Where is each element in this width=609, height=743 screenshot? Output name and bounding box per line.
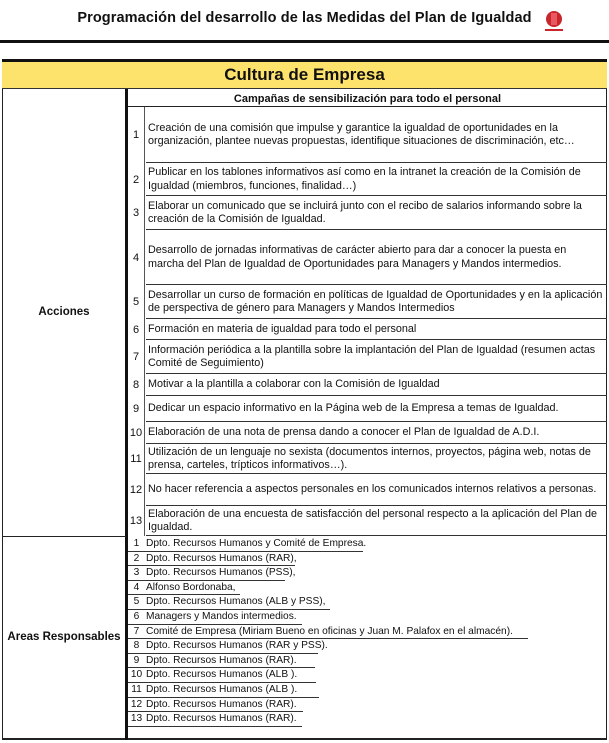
area-text: Dpto. Recursos Humanos (PSS), [146,567,296,579]
area-row [128,610,607,625]
accion-row [128,285,607,319]
area-number: 4 [133,581,140,593]
accion-number: 6 [128,319,145,340]
page-title: Programación del desarrollo de las Medidas del Plan de Igualdad [77,10,532,26]
area-text: Dpto. Recursos Humanos y Comité de Empresa. [146,538,367,549]
accion-text: Desarrollo de jornadas informativas de carácter abierto para dar a conocer la puesta en marcha del Plan de Igualdad de Oportunidades para Managers y Mandos intermedios. [148,244,567,270]
accion-number: 7 [128,340,145,374]
area-text: Comité de Empresa (Miriam Bueno en oficinas y Juan M. Palafox en el almacén). [146,625,513,637]
accion-row [128,444,607,474]
accion-text: Formación en materia de igualdad para todo el personal [148,322,417,335]
accion-number: 13 [128,506,145,536]
accion-text: Motivar a la plantilla a colaborar con la Comisión de Igualdad [148,378,440,391]
area-text: Dpto. Recursos Humanos (RAR). [146,698,297,710]
area-text: Dpto. Recursos Humanos (RAR), [146,552,297,564]
area-number: 6 [133,611,140,622]
accion-text: No hacer referencia a aspectos personales en los comunicados internos relativos a personas. [148,483,597,496]
accion-number: 12 [128,474,145,506]
acciones-label: Acciones [38,306,90,318]
area-number: 5 [133,596,140,608]
accion-row [128,422,607,444]
accion-row [128,319,607,340]
row-underline [128,726,302,727]
accion-row [128,396,607,422]
accion-number: 2 [128,163,145,196]
accion-text: Utilización de un lenguaje no sexista (documentos internos, proyectos, página web, notas de prensa, carteles, trípticos informativos…). [148,445,591,471]
company-logo-icon [542,9,566,34]
accion-number: 4 [128,230,145,285]
area-row [128,537,607,552]
area-number: 1 [133,538,140,549]
accion-number: 11 [128,444,145,474]
area-row [128,552,607,567]
section-divider [2,536,126,537]
accion-number: 8 [128,374,145,396]
accion-text: Dedicar un espacio informativo en la Página web de la Empresa a temas de Igualdad. [148,402,559,415]
area-row [128,566,607,581]
area-number: 11 [131,684,142,695]
areas-label: Areas Responsables [7,631,121,643]
area-row [128,581,607,596]
area-row [128,625,607,640]
accion-number: 9 [128,396,145,422]
area-row [128,698,607,713]
area-number: 10 [130,669,143,681]
area-text: Dpto. Recursos Humanos (ALB ). [146,669,298,681]
area-row [128,654,607,669]
area-number: 2 [133,552,140,564]
area-number: 12 [130,698,143,710]
section-banner: Cultura de Empresa [2,59,607,89]
area-number: 3 [133,567,140,579]
area-row [128,595,607,610]
accion-row [128,163,607,196]
area-row [128,668,607,683]
accion-text: Elaboración de una nota de prensa dando a conocer el Plan de Igualdad de A.D.I. [148,426,540,439]
area-text: Dpto. Recursos Humanos (RAR y PSS). [146,640,328,652]
accion-text: Elaborar un comunicado que se incluirá junto con el recibo de salarios informando sobre la creación de la Comisión de Igualdad. [148,199,582,225]
accion-row [128,196,607,230]
accion-text: Elaboración de una encuesta de satisfacción del personal respecto a la aplicación del Plan de Igualdad. [148,507,597,533]
accion-number: 5 [128,285,145,319]
acciones-subheader: Campañas de sensibilización para todo el personal [128,91,607,107]
area-row [128,639,607,654]
accion-row [128,230,607,285]
accion-row [128,506,607,536]
area-text: Managers y Mandos intermedios. [146,611,297,622]
accion-number: 1 [128,107,145,163]
accion-text: Creación de una comisión que impulse y garantice la igualdad de oportunidades en la organización, plantee nuevas propuestas, identifique situaciones de discriminación, etc… [148,121,575,147]
area-text: Alfonso Bordonaba, [146,581,236,593]
area-number: 9 [133,654,140,666]
area-text: Dpto. Recursos Humanos (ALB ). [146,684,298,695]
area-row [128,712,607,727]
area-number: 13 [130,713,143,725]
area-text: Dpto. Recursos Humanos (RAR). [146,654,297,666]
accion-number: 10 [128,422,145,444]
title-divider [0,40,609,43]
accion-row [128,474,607,506]
row-underline [146,535,607,536]
accion-text: Publicar en los tablones informativos así como en la intranet la creación de la Comisión de Igualdad (miembros, funciones, finalidad…) [148,166,581,192]
accion-text: Desarrollar un curso de formación en políticas de Igualdad de Oportunidades y en la aplicación de perspectiva de género para Managers y Mandos Intermedios [148,288,603,314]
accion-row [128,374,607,396]
accion-text: Información periódica a la plantilla sobre la implantación del Plan de Igualdad (resumen actas Comité de Seguimiento) [148,343,596,369]
accion-number: 3 [128,196,145,230]
area-text: Dpto. Recursos Humanos (RAR). [146,713,297,725]
accion-row [128,107,607,163]
area-row [128,683,607,698]
area-number: 7 [133,625,140,637]
accion-row [128,340,607,374]
area-text: Dpto. Recursos Humanos (ALB y PSS), [146,596,326,608]
area-number: 8 [133,640,140,652]
